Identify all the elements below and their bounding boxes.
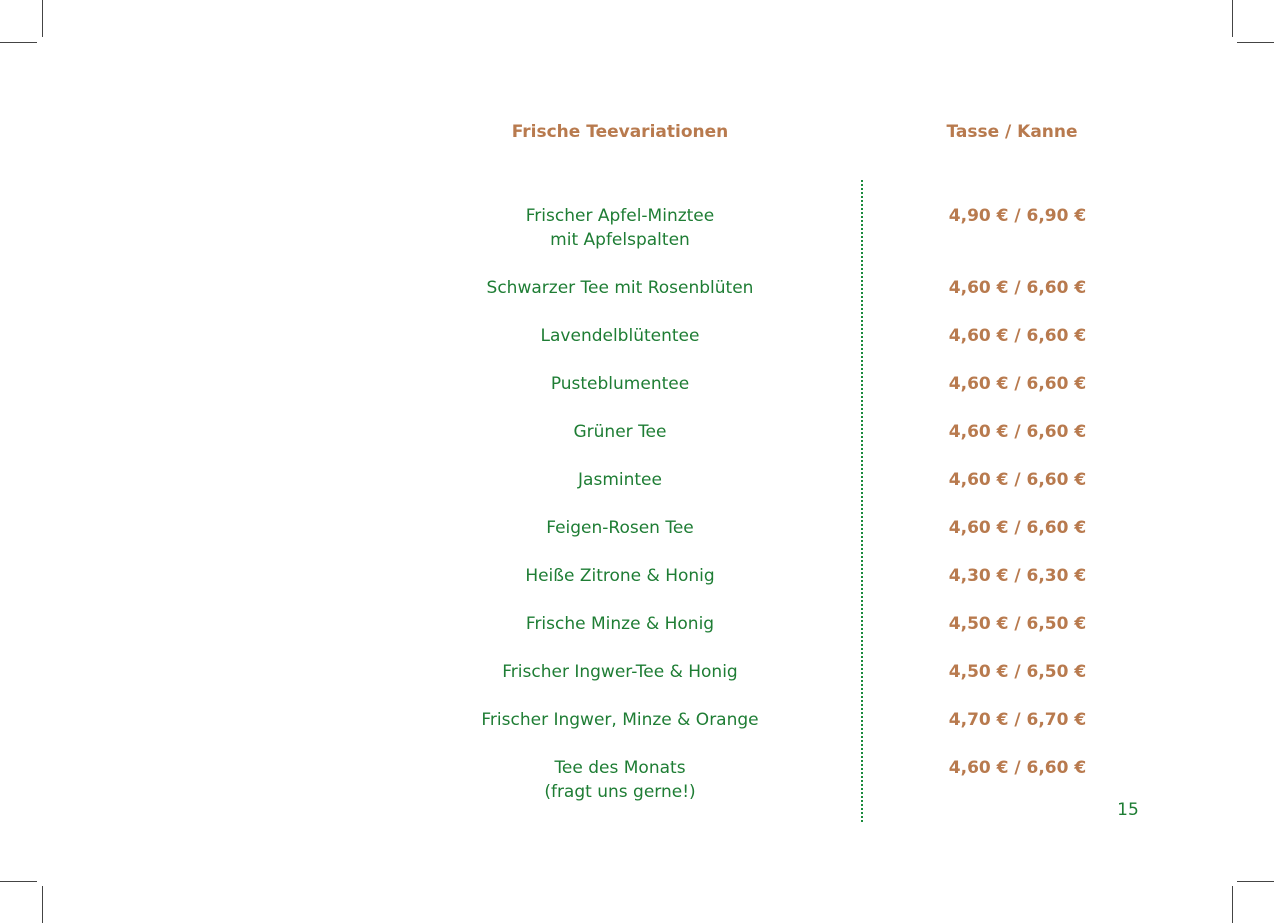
menu-item-price: 4,60 € / 6,60 € bbox=[948, 758, 1087, 778]
crop-mark-bottom-right-vertical bbox=[1232, 886, 1233, 923]
menu-item-label: Frischer Ingwer-Tee & Honig bbox=[502, 662, 738, 682]
crop-mark-top-right-vertical bbox=[1232, 0, 1233, 37]
menu-item-label: Grüner Tee bbox=[573, 422, 667, 442]
menu-item-price: 4,70 € / 6,70 € bbox=[948, 710, 1087, 730]
page-number: 15 bbox=[1117, 800, 1139, 820]
menu-item-name bbox=[430, 276, 810, 300]
menu-item-label: Schwarzer Tee mit Rosenblüten bbox=[486, 278, 754, 298]
menu-item-note: (fragt uns gerne!) bbox=[544, 782, 696, 802]
menu-item-label: Tee des Monats bbox=[554, 758, 686, 778]
menu-item-name bbox=[430, 660, 810, 684]
dotted-divider bbox=[861, 180, 863, 822]
menu-item-price: 4,60 € / 6,60 € bbox=[948, 374, 1087, 394]
menu-item-label: Frische Minze & Honig bbox=[525, 614, 715, 634]
menu-item-price: 4,30 € / 6,30 € bbox=[948, 566, 1087, 586]
menu-item-label: Frischer Apfel-Minztee bbox=[525, 206, 715, 226]
menu-item-note: mit Apfelspalten bbox=[550, 230, 690, 250]
crop-mark-bottom-left-horizontal bbox=[0, 881, 37, 882]
crop-mark-bottom-left-vertical bbox=[42, 886, 43, 923]
menu-item-label: Feigen-Rosen Tee bbox=[546, 518, 694, 538]
menu-item-price: 4,50 € / 6,50 € bbox=[948, 662, 1087, 682]
menu-item-name bbox=[430, 756, 810, 804]
crop-mark-top-right-horizontal bbox=[1237, 42, 1274, 43]
crop-mark-top-left-vertical bbox=[42, 0, 43, 37]
menu-item-label: Heiße Zitrone & Honig bbox=[525, 566, 715, 586]
menu-item-name bbox=[430, 324, 810, 348]
menu-item-name bbox=[430, 204, 810, 252]
menu-item-name bbox=[430, 564, 810, 588]
menu-item-name bbox=[430, 708, 810, 732]
menu-item-name bbox=[430, 468, 810, 492]
menu-item-price: 4,50 € / 6,50 € bbox=[948, 614, 1087, 634]
menu-item-label: Frischer Ingwer, Minze & Orange bbox=[481, 710, 759, 730]
menu-item-name bbox=[430, 612, 810, 636]
menu-item-price: 4,60 € / 6,60 € bbox=[948, 422, 1087, 442]
menu-item-price: 4,60 € / 6,60 € bbox=[948, 518, 1087, 538]
menu-item-name bbox=[430, 420, 810, 444]
menu-item-name bbox=[430, 372, 810, 396]
menu-item-price: 4,60 € / 6,60 € bbox=[948, 326, 1087, 346]
menu-section-title: Frische Teevariationen bbox=[511, 122, 729, 142]
menu-item-price: 4,60 € / 6,60 € bbox=[948, 278, 1087, 298]
crop-mark-top-left-horizontal bbox=[0, 42, 37, 43]
menu-item-label: Pusteblumentee bbox=[550, 374, 690, 394]
menu-item-label: Jasmintee bbox=[578, 470, 662, 490]
menu-item-label: Lavendelblütentee bbox=[540, 326, 700, 346]
menu-item-price: 4,90 € / 6,90 € bbox=[948, 206, 1087, 226]
crop-mark-bottom-right-horizontal bbox=[1237, 881, 1274, 882]
menu-item-name bbox=[430, 516, 810, 540]
menu-item-price: 4,60 € / 6,60 € bbox=[948, 470, 1087, 490]
price-column-header: Tasse / Kanne bbox=[946, 122, 1078, 142]
